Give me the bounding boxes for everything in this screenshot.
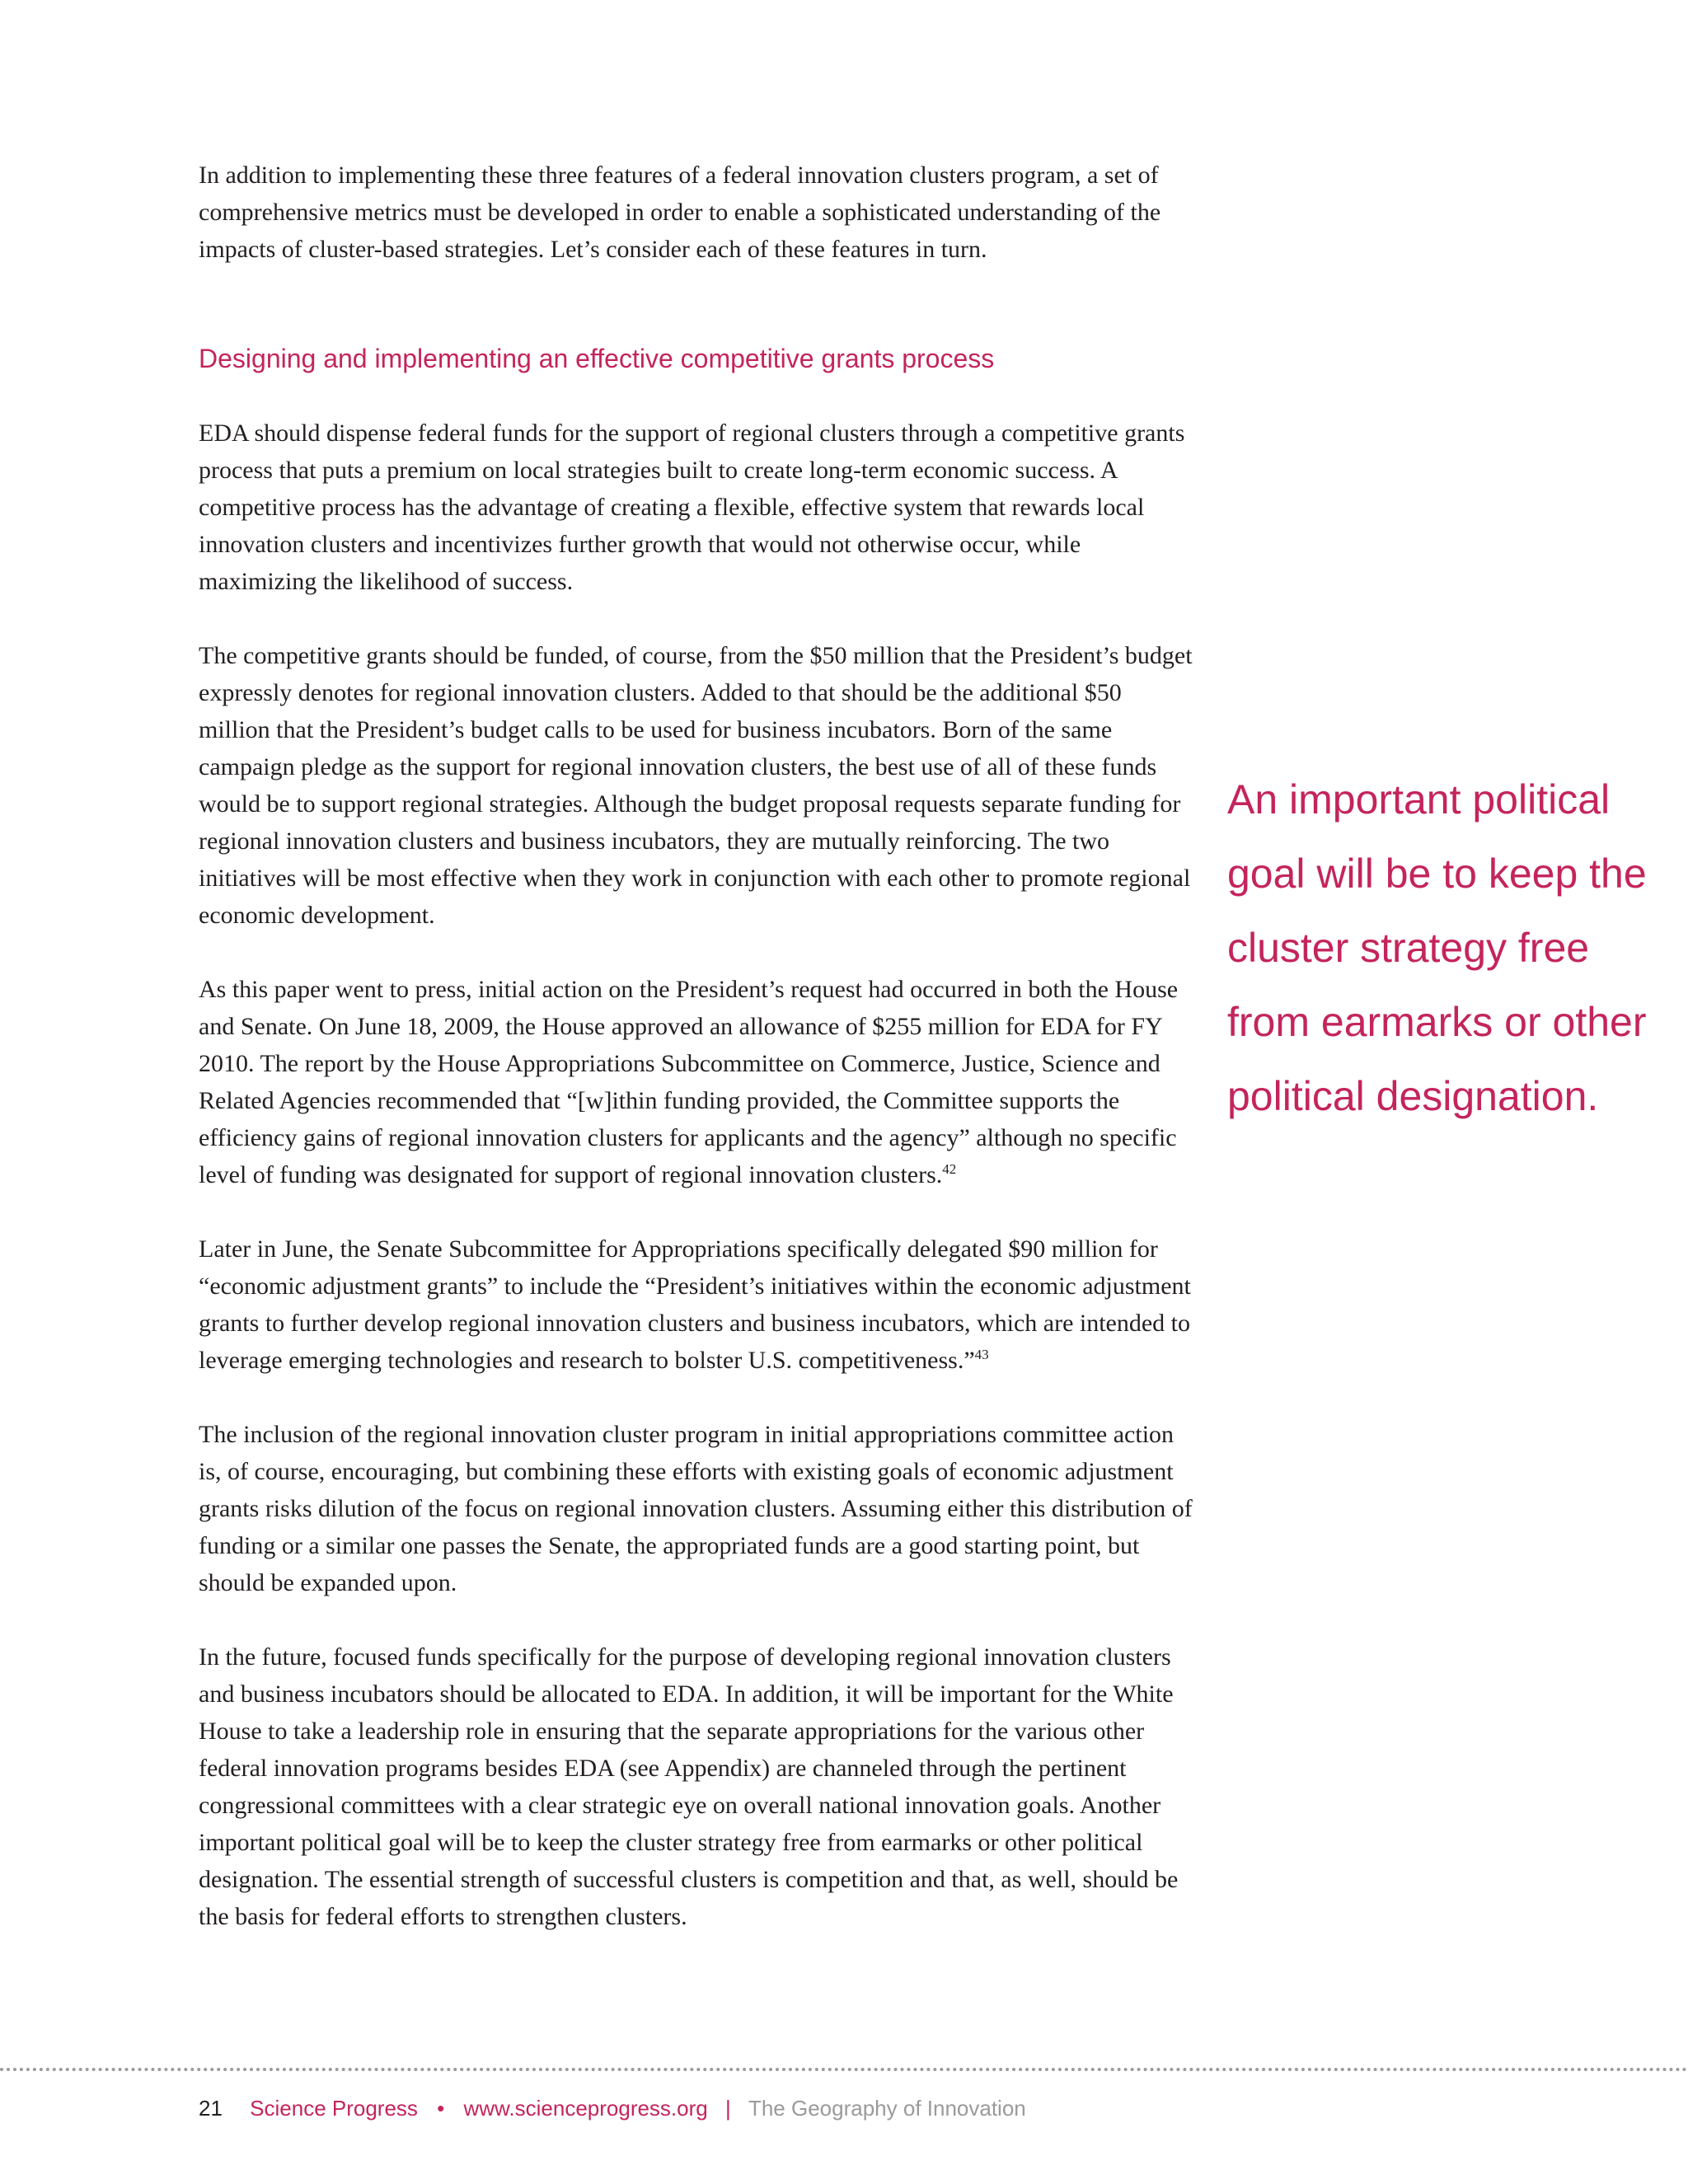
body-paragraph-4 (199, 1230, 1196, 1379)
main-column (199, 157, 1196, 1935)
page-number: 21 (199, 2096, 223, 2121)
body-paragraph-6 (199, 1638, 1196, 1935)
paragraph-text: The inclusion of the regional innovation cluster program in initial appropriations committee action is, of course, encouraging, but combining these efforts with existing goals of economic adjustment grants risks dilution of the focus on regional innovation clusters. Assuming either this distribution of funding or a similar one passes the Senate, the appropriated funds are a good starting point, but should be expanded upon. (199, 1421, 1193, 1596)
footnote-marker: 42 (942, 1161, 957, 1177)
body-paragraph-3 (199, 971, 1196, 1193)
footer-dotted-rule (0, 2068, 1688, 2071)
paragraph-text: As this paper went to press, initial action on the President’s request had occurred in both the House and Senate. On June 18, 2009, the House approved an allowance of $255 million for EDA for FY 2010. The report by the House Appropriations Subcommittee on Commerce, Justice, Science and Related Agencies recommended that “[w]ithin funding provided, the Committee supports the efficiency gains of regional innovation clusters for applicants and the agency” although no specific level of funding was designated for support of regional innovation clusters. (199, 976, 1179, 1188)
paragraph-text: EDA should dispense federal funds for the support of regional clusters through a competitive grants process that puts a premium on local strategies built to create long-term economic success. A competitive process has the advantage of creating a flexible, effective system that rewards local innovation clusters and incentivizes further growth that would not otherwise occur, while maximizing the likelihood of success. (199, 419, 1185, 595)
body-paragraph-5 (199, 1416, 1196, 1601)
website-url: www.scienceprogress.org (463, 2096, 708, 2121)
section-heading: Designing and implementing an effective competitive grants process (199, 344, 995, 373)
publication-name: Science Progress (250, 2096, 418, 2121)
pipe-separator: | (724, 2096, 731, 2121)
intro-paragraph: In addition to implementing these three features of a federal innovation clusters program, a set of comprehensive metrics must be developed in order to enable a sophisticated understanding of the impacts of cluster-based strategies. Let’s consider each of these features in turn. (199, 162, 1161, 263)
body-paragraph-2 (199, 637, 1196, 934)
paragraph-text: In the future, focused funds specifically for the purpose of developing regional innovation clusters and business incubators should be allocated to EDA. In addition, it will be important for the White House to take a leadership role in ensuring that the separate appropriations for the various other federal innovation programs besides EDA (see Appendix) are channeled through the pertinent congressional committees with a clear strategic eye on overall national innovation goals. Another important political goal will be to keep the cluster strategy free from earmarks or other political designation. The essential strength of successful clusters is competition and that, as well, should be the basis for federal efforts to strengthen clusters. (199, 1643, 1179, 1930)
paragraph-text: The competitive grants should be funded, of course, from the $50 million that the President’s budget expressly denotes for regional innovation clusters. Added to that should be the additional $50 million that the President’s budget calls to be used for business incubators. Born of the same campaign pledge as the support for regional innovation clusters, the best use of all of these funds would be to support regional strategies. Although the budget proposal requests separate funding for regional innovation clusters and business incubators, they are mutually reinforcing. The two initiatives will be most effective when they work in conjunction with each other to promote regional economic development. (199, 642, 1193, 929)
body-paragraphs (199, 415, 1196, 1935)
body-paragraph-1 (199, 415, 1196, 600)
pull-quote: An important political goal will be to keep the cluster strategy free from earmarks or other political designation. (1227, 776, 1647, 1119)
page-footer (199, 2093, 1435, 2123)
document-title: The Geography of Innovation (748, 2096, 1026, 2121)
paragraph-text: Later in June, the Senate Subcommittee for Appropriations specifically delegated $90 million for “economic adjustment grants” to include the “President’s initiatives within the economic adjustment grants to further develop regional innovation clusters and business incubators, which are intended to leverage emerging technologies and research to bolster U.S. competitiveness.” (199, 1235, 1191, 1374)
bullet-separator: • (437, 2096, 445, 2121)
footnote-marker: 43 (974, 1347, 989, 1362)
